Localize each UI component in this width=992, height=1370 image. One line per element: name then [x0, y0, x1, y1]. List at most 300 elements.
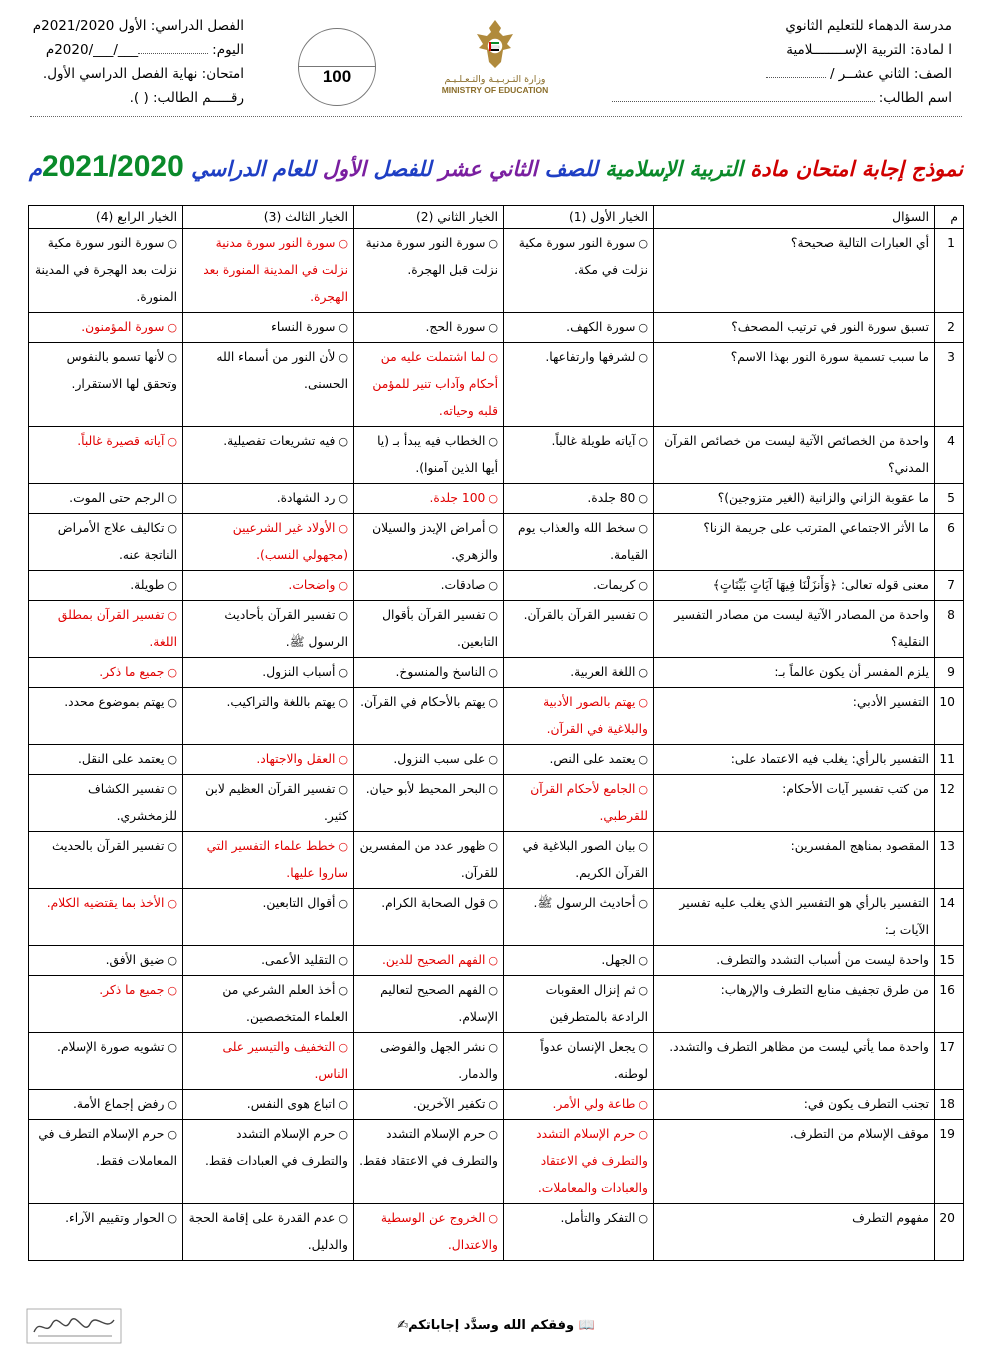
option-cell-2[interactable] — [354, 832, 504, 889]
option-text: أمراض الإيدز والسيلان والزهري. — [372, 521, 498, 562]
option-cell-3[interactable] — [183, 571, 354, 601]
radio-option-icon[interactable]: ○ — [638, 579, 648, 592]
option-text: اللغة العربية. — [570, 665, 636, 679]
question-number: 4 — [935, 427, 964, 484]
option-cell-1[interactable] — [504, 601, 654, 658]
radio-option-icon[interactable]: ○ — [338, 954, 348, 967]
table-row — [29, 229, 964, 313]
option-cell-1[interactable] — [504, 313, 654, 343]
option-text: تكفير الآخرين. — [413, 1097, 486, 1111]
option-cell-3[interactable] — [183, 1204, 354, 1261]
question-text: من كتب تفسير آيات الأحكام: — [654, 775, 935, 832]
option-text: أقوال التابعين. — [262, 896, 336, 910]
radio-option-icon[interactable]: ○ — [488, 522, 498, 535]
option-cell-2[interactable] — [354, 1204, 504, 1261]
option-cell-2[interactable] — [354, 229, 504, 313]
option-text: 80 جلدة. — [587, 491, 636, 505]
radio-option-icon[interactable]: ○ — [488, 492, 498, 505]
title-year: 2021/2020 — [41, 150, 184, 183]
option-text: أسباب النزول. — [262, 665, 336, 679]
radio-option-icon[interactable]: ○ — [638, 984, 648, 997]
option-cell-4[interactable] — [29, 313, 183, 343]
option-cell-3[interactable] — [183, 601, 354, 658]
option-cell-4[interactable] — [29, 229, 183, 313]
day-field[interactable] — [138, 52, 208, 54]
table-row — [29, 775, 964, 832]
question-text: التفسير بالرأي هو التفسير الذي يغلب عليه تفسير الآيات بـ: — [654, 889, 935, 946]
radio-option-icon[interactable]: ○ — [338, 666, 348, 679]
radio-option-icon[interactable]: ○ — [338, 435, 348, 448]
option-text: يهتم بالأحكام في القرآن. — [360, 695, 486, 709]
table-row — [29, 313, 964, 343]
option-text: البحر المحيط لأبو حيان. — [365, 782, 486, 796]
table-row — [29, 832, 964, 889]
radio-option-icon[interactable]: ○ — [638, 1041, 648, 1054]
option-text: تفسير القرآن بأحاديث الرسول ﷺ. — [224, 608, 348, 649]
radio-option-icon[interactable]: ○ — [167, 492, 177, 505]
ministry-name-arabic: وزارة التـربـيـة والتـعـلـيـم — [444, 74, 546, 85]
option-text: لشرفها وارتفاعها. — [545, 350, 636, 364]
option-text: اتباع هوى النفس. — [246, 1097, 336, 1111]
question-text: واحدة من المصادر الآتية ليست من مصادر التفسير النقلية؟ — [654, 601, 935, 658]
col-header-option-2: الخيار الثاني (2) — [354, 206, 504, 229]
option-cell-1[interactable] — [504, 889, 654, 946]
option-cell-1[interactable] — [504, 427, 654, 484]
question-text: من طرق تجفيف منابع التطرف والإرهاب: — [654, 976, 935, 1033]
option-cell-2[interactable] — [354, 976, 504, 1033]
question-text: أي العبارات التالية صحيحة؟ — [654, 229, 935, 313]
radio-option-icon[interactable]: ○ — [638, 237, 648, 250]
question-text: التفسير بالرأي: يغلب فيه الاعتماد على: — [654, 745, 935, 775]
table-row — [29, 976, 964, 1033]
option-cell-3[interactable] — [183, 514, 354, 571]
option-cell-2[interactable] — [354, 745, 504, 775]
radio-option-icon[interactable]: ○ — [338, 1041, 348, 1054]
radio-option-icon[interactable]: ○ — [638, 897, 648, 910]
question-number: 20 — [935, 1204, 964, 1261]
radio-option-icon[interactable]: ○ — [167, 1128, 177, 1141]
option-cell-2[interactable] — [354, 775, 504, 832]
option-cell-3[interactable] — [183, 976, 354, 1033]
radio-option-icon[interactable]: ○ — [488, 984, 498, 997]
radio-option-icon[interactable]: ○ — [488, 579, 498, 592]
option-cell-1[interactable] — [504, 658, 654, 688]
option-text: ضيق الأفق. — [105, 953, 165, 967]
radio-option-icon[interactable]: ○ — [638, 954, 648, 967]
option-cell-4[interactable] — [29, 1120, 183, 1204]
option-text: تفسير القرآن بالحديث — [52, 839, 165, 853]
correct-answer-text: الأولاد غير الشرعيين (مجهولي النسب). — [232, 521, 348, 562]
option-cell-4[interactable] — [29, 889, 183, 946]
option-cell-4[interactable] — [29, 601, 183, 658]
radio-option-icon[interactable]: ○ — [338, 1128, 348, 1141]
question-text: التفسير الأدبي: — [654, 688, 935, 745]
radio-option-icon[interactable]: ○ — [488, 897, 498, 910]
option-text: الخطاب فيه يبدأ بـ (يا أيها الذين آمنوا). — [377, 434, 498, 475]
radio-option-icon[interactable]: ○ — [338, 579, 348, 592]
question-text: تسبق سورة النور في ترتيب المصحف؟ — [654, 313, 935, 343]
table-row — [29, 343, 964, 427]
option-cell-1[interactable] — [504, 571, 654, 601]
radio-option-icon[interactable]: ○ — [488, 1098, 498, 1111]
option-cell-3[interactable] — [183, 745, 354, 775]
teacher-signature — [26, 1308, 122, 1344]
option-cell-2[interactable] — [354, 343, 504, 427]
correct-answer-text: الفهم الصحيح للدين. — [381, 953, 486, 967]
option-text: فيه تشريعات تفصيلية. — [223, 434, 336, 448]
radio-option-icon[interactable]: ○ — [488, 954, 498, 967]
option-text: ثم إنزال العقوبات الرادعة بالمتطرفين — [545, 983, 648, 1024]
option-cell-1[interactable] — [504, 343, 654, 427]
correct-answer-text: حرم الإسلام التشدد والتطرف في الاعتقاد والعبادات والمعاملات. — [536, 1127, 648, 1195]
ministry-name-english: MINISTRY OF EDUCATION — [441, 85, 549, 95]
question-number: 11 — [935, 745, 964, 775]
correct-answer-text: جميع ما ذكر. — [99, 983, 165, 997]
exam-text: امتحان: نهاية الفصل الدراسي الأول. — [42, 66, 244, 82]
table-row — [29, 484, 964, 514]
title-part-3: للصف — [544, 157, 598, 181]
option-cell-2[interactable] — [354, 427, 504, 484]
option-cell-1[interactable] — [504, 1204, 654, 1261]
option-text: تفسير القرآن بالقرآن. — [523, 608, 636, 622]
radio-option-icon[interactable]: ○ — [167, 522, 177, 535]
option-cell-2[interactable] — [354, 1033, 504, 1090]
question-number: 3 — [935, 343, 964, 427]
page-header — [0, 0, 992, 120]
table-row — [29, 571, 964, 601]
radio-option-icon[interactable]: ○ — [338, 522, 348, 535]
col-header-number: م — [935, 206, 964, 229]
question-text: واحدة من الخصائص الآتية ليست من خصائص القرآن المدني؟ — [654, 427, 935, 484]
radio-option-icon[interactable]: ○ — [167, 666, 177, 679]
option-cell-4[interactable] — [29, 832, 183, 889]
option-cell-3[interactable] — [183, 1090, 354, 1120]
radio-option-icon[interactable]: ○ — [638, 492, 648, 505]
option-text: التفكر والتأمل. — [560, 1211, 636, 1225]
question-number: 9 — [935, 658, 964, 688]
subject-value: التربية الإســــــــلامية — [786, 42, 906, 58]
radio-option-icon[interactable]: ○ — [167, 954, 177, 967]
radio-option-icon[interactable]: ○ — [338, 984, 348, 997]
student-number: رقـــــم الطالب: ( ). — [129, 90, 244, 106]
option-text: تفسير الكشاف للزمخشري. — [87, 782, 177, 823]
option-text: لأن النور من أسماء الله الحسنى. — [216, 350, 348, 391]
table-header-row — [29, 206, 964, 229]
option-cell-4[interactable] — [29, 571, 183, 601]
correct-answer-text: يهتم بالصور الأدبية والبلاغية في القرآن. — [543, 695, 648, 736]
page-title — [0, 150, 992, 184]
radio-option-icon[interactable]: ○ — [338, 237, 348, 250]
option-cell-4[interactable] — [29, 1033, 183, 1090]
correct-answer-text: الجامع لأحكام القرآن للقرطبي. — [530, 782, 648, 823]
radio-option-icon[interactable]: ○ — [638, 783, 648, 796]
question-number: 5 — [935, 484, 964, 514]
correct-answer-text: طاعة ولي الأمر. — [552, 1097, 636, 1111]
correct-answer-text: خطط علماء التفسير التي ساروا عليها. — [206, 839, 348, 880]
writing-hand-icon: ✍ — [397, 1318, 409, 1333]
option-cell-4[interactable] — [29, 1090, 183, 1120]
question-number: 1 — [935, 229, 964, 313]
radio-option-icon[interactable]: ○ — [167, 435, 177, 448]
question-text: معنى قوله تعالى: ﴿وَأَنزَلْنَا فِيهَا آيَاتٍ بَيِّنَاتٍ﴾ — [654, 571, 935, 601]
question-number: 16 — [935, 976, 964, 1033]
option-text: سخط الله والعذاب يوم القيامة. — [518, 521, 648, 562]
option-text: آياته طويلة غالباً. — [551, 434, 636, 448]
option-cell-3[interactable] — [183, 946, 354, 976]
radio-option-icon[interactable]: ○ — [338, 1098, 348, 1111]
radio-option-icon[interactable]: ○ — [488, 237, 498, 250]
radio-option-icon[interactable]: ○ — [167, 237, 177, 250]
radio-option-icon[interactable]: ○ — [488, 351, 498, 364]
footer-text: وفقكم الله وسدَّد إجاباتكم — [408, 1318, 575, 1333]
option-text: التقليد الأعمى. — [261, 953, 336, 967]
student-name-field[interactable] — [612, 100, 875, 102]
option-text: الناسخ والمنسوخ. — [395, 665, 486, 679]
option-cell-1[interactable] — [504, 514, 654, 571]
option-cell-4[interactable] — [29, 946, 183, 976]
table-row — [29, 1033, 964, 1090]
option-cell-4[interactable] — [29, 775, 183, 832]
option-cell-1[interactable] — [504, 745, 654, 775]
option-text: سورة النساء — [271, 320, 336, 334]
option-text: عدم القدرة على إقامة الحجة والدليل. — [188, 1211, 348, 1252]
option-cell-3[interactable] — [183, 484, 354, 514]
radio-option-icon[interactable]: ○ — [638, 1098, 648, 1111]
option-cell-4[interactable] — [29, 484, 183, 514]
radio-option-icon[interactable]: ○ — [638, 666, 648, 679]
option-text: الفهم الصحيح لتعاليم الإسلام. — [380, 983, 498, 1024]
term-text: الفصل الدراسي: الأول 2021/2020م — [32, 18, 244, 34]
title-part-1: نموذج إجابة امتحان مادة — [750, 157, 964, 181]
option-text: حرم الإسلام التطرف في المعاملات فقط. — [38, 1127, 177, 1168]
radio-option-icon[interactable]: ○ — [638, 1128, 648, 1141]
radio-option-icon[interactable]: ○ — [638, 321, 648, 334]
radio-option-icon[interactable]: ○ — [338, 321, 348, 334]
option-cell-1[interactable] — [504, 976, 654, 1033]
option-cell-1[interactable] — [504, 484, 654, 514]
option-cell-4[interactable] — [29, 688, 183, 745]
table-row — [29, 745, 964, 775]
option-text: تفسير القرآن العظيم لابن كثير. — [205, 782, 348, 823]
col-header-option-4: الخيار الرابع (4) — [29, 206, 183, 229]
question-text: يلزم المفسر أن يكون عالماً بـ: — [654, 658, 935, 688]
option-cell-2[interactable] — [354, 1090, 504, 1120]
option-cell-3[interactable] — [183, 775, 354, 832]
radio-option-icon[interactable]: ○ — [338, 840, 348, 853]
option-text: أخذ العلم الشرعي من العلماء المتخصصين. — [222, 983, 348, 1024]
radio-option-icon[interactable]: ○ — [338, 351, 348, 364]
option-cell-2[interactable] — [354, 514, 504, 571]
col-header-option-3: الخيار الثالث (3) — [183, 206, 354, 229]
option-cell-3[interactable] — [183, 688, 354, 745]
option-text: تكاليف علاج الأمراض الناتجة عنه. — [57, 521, 177, 562]
radio-option-icon[interactable]: ○ — [167, 351, 177, 364]
radio-option-icon[interactable]: ○ — [638, 753, 648, 766]
radio-option-icon[interactable]: ○ — [167, 1212, 177, 1225]
radio-option-icon[interactable]: ○ — [167, 609, 177, 622]
option-cell-1[interactable] — [504, 229, 654, 313]
option-cell-2[interactable] — [354, 658, 504, 688]
correct-answer-text: آياته قصيرة غالباً. — [77, 434, 165, 448]
question-number: 12 — [935, 775, 964, 832]
radio-option-icon[interactable]: ○ — [488, 783, 498, 796]
radio-option-icon[interactable]: ○ — [167, 579, 177, 592]
title-suffix: م — [28, 157, 42, 181]
correct-answer-text: سورة المؤمنون. — [81, 320, 165, 334]
radio-option-icon[interactable]: ○ — [167, 1098, 177, 1111]
option-text: حرم الإسلام التشدد والتطرف في الاعتقاد فقط. — [359, 1127, 498, 1168]
option-cell-1[interactable] — [504, 775, 654, 832]
header-exam-info — [34, 14, 244, 110]
option-cell-2[interactable] — [354, 313, 504, 343]
correct-answer-text: الخروج عن الوسطية والاعتدال. — [380, 1211, 498, 1252]
radio-option-icon[interactable]: ○ — [338, 696, 348, 709]
option-cell-3[interactable] — [183, 427, 354, 484]
option-text: يعتمد على النص. — [549, 752, 636, 766]
radio-option-icon[interactable]: ○ — [338, 753, 348, 766]
radio-option-icon[interactable]: ○ — [638, 1212, 648, 1225]
correct-answer-text: الأخذ بما يقتضيه الكلام. — [46, 896, 165, 910]
radio-option-icon[interactable]: ○ — [167, 753, 177, 766]
question-number: 14 — [935, 889, 964, 946]
radio-option-icon[interactable]: ○ — [488, 1128, 498, 1141]
option-cell-2[interactable] — [354, 571, 504, 601]
radio-option-icon[interactable]: ○ — [488, 1041, 498, 1054]
option-cell-3[interactable] — [183, 343, 354, 427]
option-text: على سبب النزول. — [393, 752, 486, 766]
radio-option-icon[interactable]: ○ — [488, 840, 498, 853]
correct-answer-text: 100 جلدة. — [429, 491, 486, 505]
radio-option-icon[interactable]: ○ — [488, 753, 498, 766]
col-header-option-1: الخيار الأول (1) — [504, 206, 654, 229]
radio-option-icon[interactable]: ○ — [338, 609, 348, 622]
footer-message — [0, 1318, 992, 1333]
grade-value: الثاني عشــر / — [829, 66, 910, 82]
option-cell-2[interactable] — [354, 946, 504, 976]
option-cell-3[interactable] — [183, 832, 354, 889]
option-cell-4[interactable] — [29, 658, 183, 688]
question-text: ما عقوبة الزاني والزانية (الغير متزوجين)؟ — [654, 484, 935, 514]
radio-option-icon[interactable]: ○ — [488, 666, 498, 679]
radio-option-icon[interactable]: ○ — [638, 522, 648, 535]
radio-option-icon[interactable]: ○ — [488, 321, 498, 334]
radio-option-icon[interactable]: ○ — [488, 696, 498, 709]
question-text: تجنب التطرف يكون في: — [654, 1090, 935, 1120]
table-row — [29, 1090, 964, 1120]
option-cell-2[interactable] — [354, 484, 504, 514]
option-text: حرم الإسلام التشدد والتطرف في العبادات فقط. — [205, 1127, 348, 1168]
option-cell-2[interactable] — [354, 601, 504, 658]
table-row — [29, 514, 964, 571]
question-number: 10 — [935, 688, 964, 745]
option-text: يهتم باللغة والتراكيب. — [226, 695, 336, 709]
question-number: 6 — [935, 514, 964, 571]
title-part-5: للفصل — [373, 157, 432, 181]
radio-option-icon[interactable]: ○ — [167, 321, 177, 334]
falcon-emblem-icon — [473, 18, 517, 72]
radio-option-icon[interactable]: ○ — [638, 609, 648, 622]
option-cell-4[interactable] — [29, 514, 183, 571]
option-cell-1[interactable] — [504, 1090, 654, 1120]
option-cell-3[interactable] — [183, 229, 354, 313]
radio-option-icon[interactable]: ○ — [167, 840, 177, 853]
radio-option-icon[interactable]: ○ — [167, 897, 177, 910]
option-text: لأنها تسمو بالنفوس وتحقق لها الاستقرار. — [66, 350, 177, 391]
option-cell-4[interactable] — [29, 976, 183, 1033]
table-row — [29, 1204, 964, 1261]
score-total: 100 — [322, 67, 352, 86]
option-cell-1[interactable] — [504, 832, 654, 889]
option-text: أحاديث الرسول ﷺ. — [533, 896, 636, 910]
radio-option-icon[interactable]: ○ — [167, 1041, 177, 1054]
option-cell-2[interactable] — [354, 688, 504, 745]
option-cell-3[interactable] — [183, 1120, 354, 1204]
radio-option-icon[interactable]: ○ — [338, 1212, 348, 1225]
title-part-7: للعام الدراسي — [191, 157, 316, 181]
option-cell-1[interactable] — [504, 688, 654, 745]
title-part-4: الثاني عشر — [438, 157, 538, 181]
option-cell-4[interactable] — [29, 745, 183, 775]
question-text: موقف الإسلام من التطرف. — [654, 1120, 935, 1204]
radio-option-icon[interactable]: ○ — [488, 609, 498, 622]
radio-option-icon[interactable]: ○ — [488, 1212, 498, 1225]
table-row — [29, 601, 964, 658]
option-text: الحوار وتقييم الآراء. — [65, 1211, 165, 1225]
option-cell-2[interactable] — [354, 889, 504, 946]
option-cell-4[interactable] — [29, 427, 183, 484]
option-text: الرجم حتى الموت. — [69, 491, 165, 505]
option-text: رفض إجماع الأمة. — [72, 1097, 165, 1111]
option-text: بيان الصور البلاغية في القرآن الكريم. — [522, 839, 648, 880]
radio-option-icon[interactable]: ○ — [167, 696, 177, 709]
radio-option-icon[interactable]: ○ — [167, 984, 177, 997]
option-cell-1[interactable] — [504, 1033, 654, 1090]
table-row — [29, 688, 964, 745]
radio-option-icon[interactable]: ○ — [338, 897, 348, 910]
option-cell-2[interactable] — [354, 1120, 504, 1204]
question-number: 15 — [935, 946, 964, 976]
radio-option-icon[interactable]: ○ — [638, 351, 648, 364]
option-cell-3[interactable] — [183, 889, 354, 946]
option-cell-3[interactable] — [183, 313, 354, 343]
radio-option-icon[interactable]: ○ — [338, 492, 348, 505]
option-cell-4[interactable] — [29, 343, 183, 427]
option-text: تشويه صورة الإسلام. — [57, 1040, 165, 1054]
option-text: طويلة. — [130, 578, 165, 592]
option-text: سورة النور سورة مكية نزلت بعد الهجرة في المدينة المنورة. — [34, 236, 177, 304]
option-cell-3[interactable] — [183, 658, 354, 688]
table-row — [29, 427, 964, 484]
radio-option-icon[interactable]: ○ — [638, 435, 648, 448]
option-cell-1[interactable] — [504, 946, 654, 976]
option-cell-4[interactable] — [29, 1204, 183, 1261]
question-text: المقصود بمناهج المفسرين: — [654, 832, 935, 889]
option-text: يعتمد على النقل. — [77, 752, 165, 766]
school-name: مدرسة الدهماء للتعليم الثانوي — [785, 18, 952, 34]
radio-option-icon[interactable]: ○ — [638, 696, 648, 709]
radio-option-icon[interactable]: ○ — [638, 840, 648, 853]
radio-option-icon[interactable]: ○ — [488, 435, 498, 448]
option-text: نشر الجهل والفوضى والدمار. — [379, 1040, 498, 1081]
option-text: سورة النور سورة مدنية نزلت قبل الهجرة. — [365, 236, 498, 277]
option-text: يهتم بموضوع محدد. — [64, 695, 165, 709]
table-row — [29, 658, 964, 688]
radio-option-icon[interactable]: ○ — [338, 783, 348, 796]
title-part-2: التربية الإسلامية — [605, 157, 743, 181]
option-cell-1[interactable] — [504, 1120, 654, 1204]
radio-option-icon[interactable]: ○ — [167, 783, 177, 796]
option-cell-3[interactable] — [183, 1033, 354, 1090]
